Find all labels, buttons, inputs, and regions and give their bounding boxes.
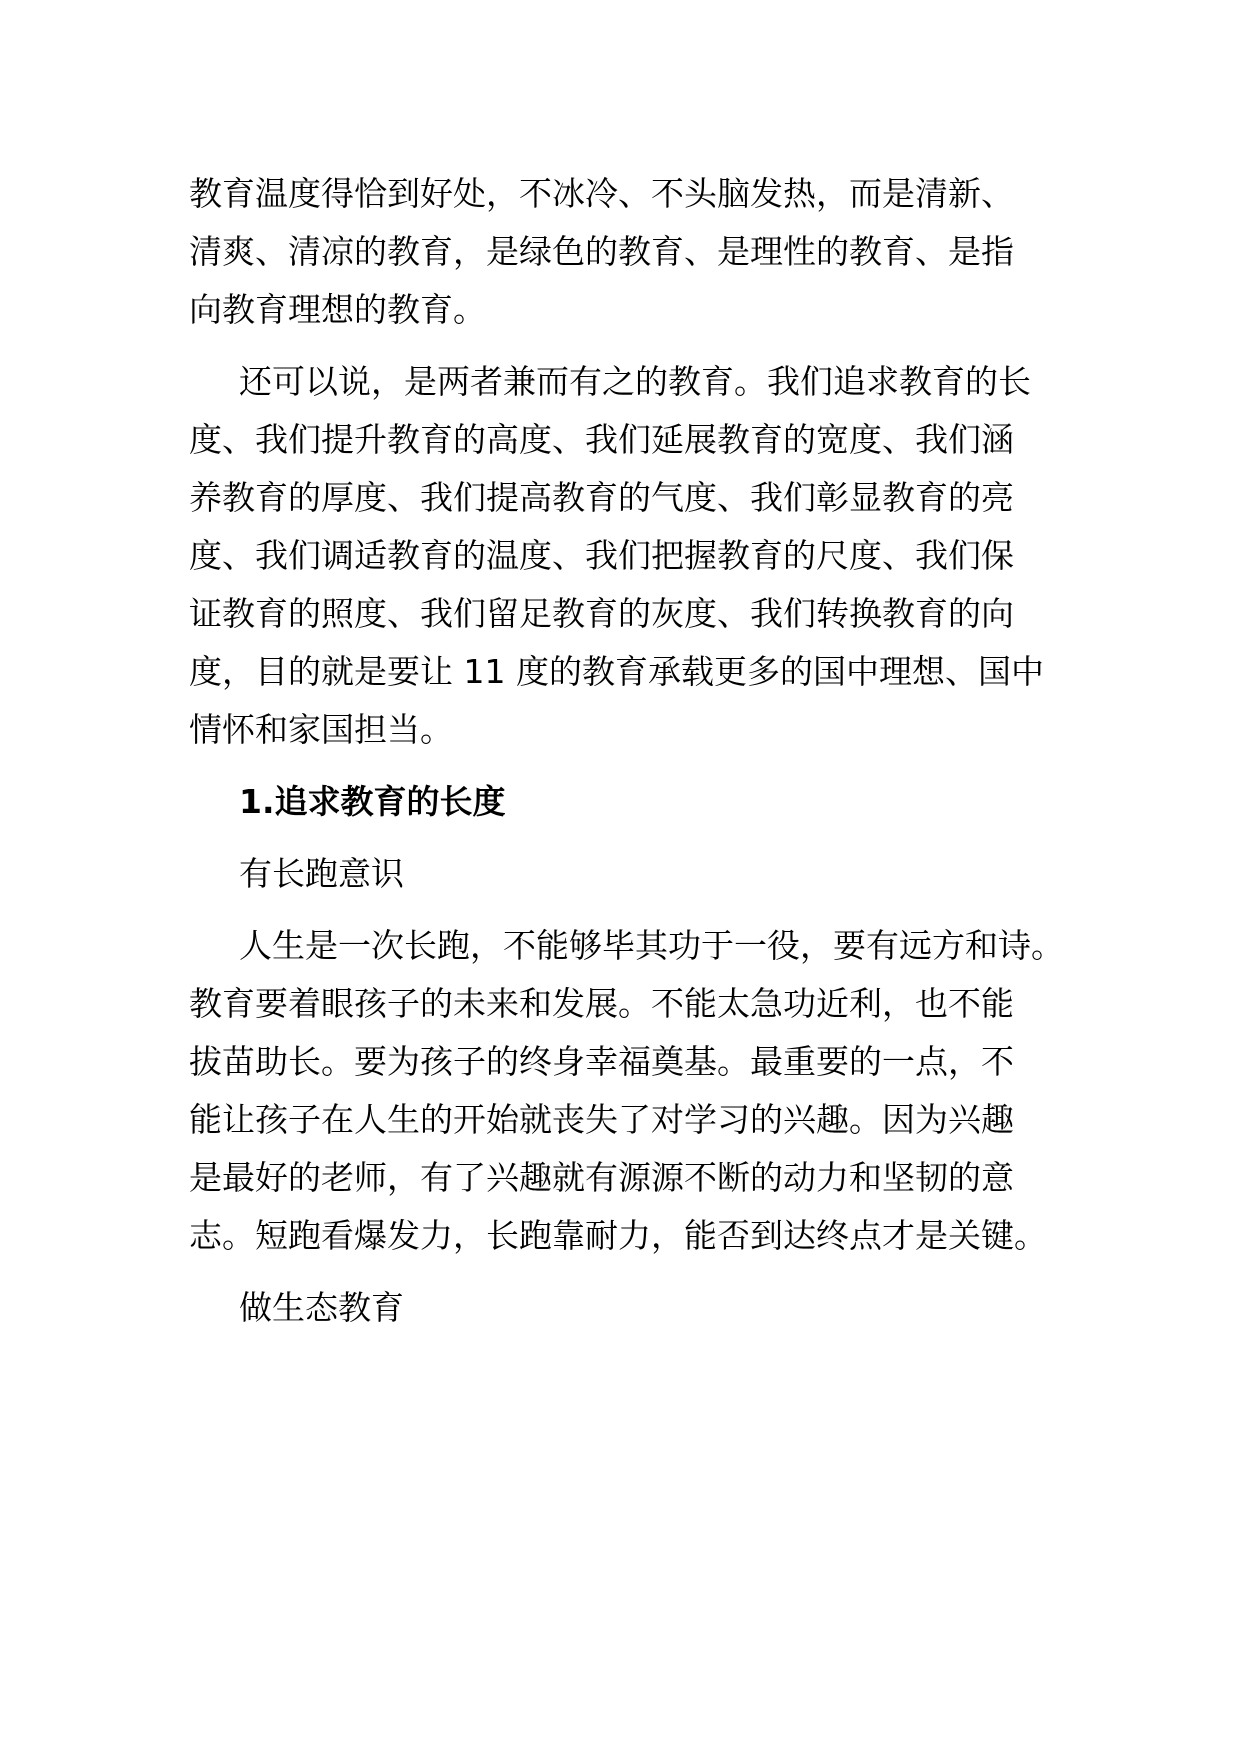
paragraph-line: 清爽、清凉的教育，是绿色的教育、是理性的教育、是指	[189, 232, 1014, 271]
paragraph-line: 向教育理想的教育。	[189, 290, 486, 329]
paragraph-line: 度、我们调适教育的温度、我们把握教育的尺度、我们保	[189, 536, 1014, 575]
subheading: 做生态教育	[239, 1288, 404, 1327]
subheading: 有长跑意识	[239, 854, 404, 893]
paragraph-line: 情怀和家国担当。	[189, 710, 453, 749]
paragraph-line: 养教育的厚度、我们提高教育的气度、我们彰显教育的亮	[189, 478, 1014, 517]
paragraph-line: 度，目的就是要让 11 度的教育承载更多的国中理想、国中	[189, 652, 1044, 691]
paragraph-line: 拔苗助长。要为孩子的终身幸福奠基。最重要的一点，不	[189, 1042, 1014, 1081]
paragraph-line: 人生是一次长跑，不能够毕其功于一役，要有远方和诗。	[239, 926, 1064, 965]
paragraph-line: 能让孩子在人生的开始就丧失了对学习的兴趣。因为兴趣	[189, 1100, 1014, 1139]
paragraph-line: 教育要着眼孩子的未来和发展。不能太急功近利，也不能	[189, 984, 1014, 1023]
paragraph-line: 是最好的老师，有了兴趣就有源源不断的动力和坚韧的意	[189, 1158, 1014, 1197]
paragraph-line: 志。短跑看爆发力，长跑靠耐力，能否到达终点才是关键。	[189, 1216, 1047, 1255]
paragraph-line: 度、我们提升教育的高度、我们延展教育的宽度、我们涵	[189, 420, 1014, 459]
section-heading: 1.追求教育的长度	[239, 782, 506, 821]
paragraph-line: 还可以说，是两者兼而有之的教育。我们追求教育的长	[239, 362, 1031, 401]
paragraph-line: 证教育的照度、我们留足教育的灰度、我们转换教育的向	[189, 594, 1014, 633]
paragraph-line: 教育温度得恰到好处，不冰冷、不头脑发热，而是清新、	[189, 174, 1014, 213]
